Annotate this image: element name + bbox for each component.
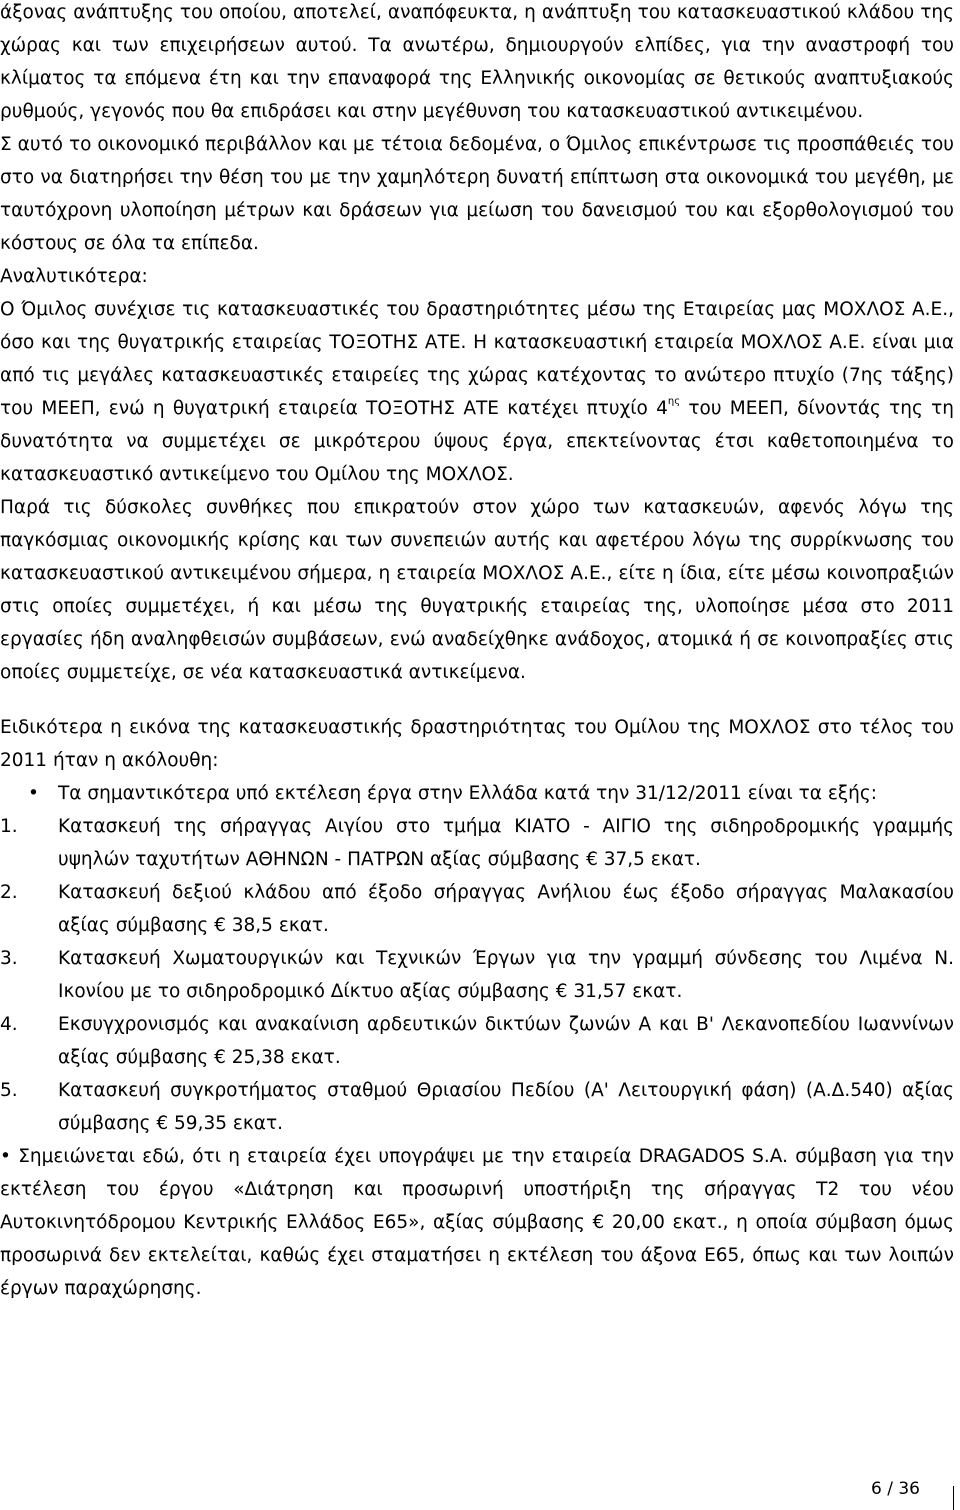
list-number: 1. [0,816,18,837]
list-number: 2. [0,882,18,903]
list-text: Εκσυγχρονισμός και ανακαίνιση αρδευτικών δικτύων ζωνών Α και Β' Λεκανοπεδίου Ιωαννίνων αξίας σύμβασης € 25,38 εκατ. [58,1014,954,1068]
paragraph-overview: Ειδικότερα η εικόνα της κατασκευαστικής δραστηριότητας του Ομίλου της ΜΟΧΛΟΣ στο τέλος του 2011 ήταν η ακόλουθη: [0,717,954,771]
page-number: 6 / 36 [871,1479,920,1499]
list-text: Κατασκευή δεξιού κλάδου από έξοδο σήραγγας Ανήλιου έως έξοδο σήραγγας Μαλακασίου αξίας σύμβασης € 38,5 εκατ. [58,882,954,936]
paragraph-intro: άξονας ανάπτυξης του οποίου, αποτελεί, αναπόφευκτα, η ανάπτυξη του κατασκευαστικού κλάδου της χώρας και των επιχειρήσεων αυτού. Τα ανωτέρω, δημιουργούν ελπίδες, για την αναστροφή του κλίματος τα επόμενα έτη και την επαναφορά της Ελληνικής οικονομίας σε θετικούς αναπτυξιακούς ρυθμούς, γεγονός που θα επιδράσει και στην μεγέθυνση του κατασκευαστικού αντικειμένου. [0,2,954,122]
bullet-icon: • [28,783,39,804]
list-item [0,810,960,876]
superscript-ordinal: ης [667,396,681,407]
list-text: Κατασκευή Χωματουργικών και Τεχνικών Έργων για την γραμμή σύνδεσης του Λιμένα Ν. Ικονίου με το σιδηροδρομικό Δίκτυο αξίας σύμβασης € 31,57 εκατ. [58,948,954,1002]
projects-list [0,810,960,1140]
bullet-text: Τα σημαντικότερα υπό εκτέλεση έργα στην Ελλάδα κατά την 31/12/2011 είναι τα εξής: [58,783,877,804]
bullet-icon: • [0,1146,11,1167]
paragraph-conditions: Παρά τις δύσκολες συνθήκες που επικρατούν στον χώρο των κατασκευών, αφενός λόγω της παγκόσμιας οικονομικής κρίσης και των συνεπειών αυτής και αφετέρου λόγω της συρρίκνωσης του κατασκευαστικού αντικειμένου σήμερα, η εταιρεία ΜΟΧΛΟΣ Α.Ε., είτε η ίδια, είτε μέσω κοινοπραξιών στις οποίες συμμετέχει, ή και μέσω της θυγατρικής εταιρείας της, υλοποίησε μέσα στο 2011 εργασίες ήδη αναληφθεισών συμβάσεων, ενώ αναδείχθηκε ανάδοχος, ατομικά ή σε κοινοπραξίες στις οποίες συμμετείχε, σε νέα κατασκευαστικά αντικείμενα. [0,497,954,683]
list-item [0,1008,960,1074]
list-number: 4. [0,1014,18,1035]
bullet-item-projects-intro [0,777,960,810]
list-text: Κατασκευή της σήραγγας Αιγίου στο τμήμα ΚΙΑΤΟ - ΑΙΓΙΟ της σιδηροδρομικής γραμμής υψηλών ταχυτήτων ΑΘΗΝΩΝ - ΠΑΤΡΩΝ αξίας σύμβασης € 37,5 εκατ. [58,816,954,870]
list-item [0,942,960,1008]
bullet-item-dragados [0,1140,960,1305]
list-number: 3. [0,948,18,969]
paragraph-context: Σ αυτό το οικονομικό περιβάλλον και με τέτοια δεδομένα, ο Όμιλος επικέντρωσε τις προσπάθειές του στο να διατηρήσει την θέση του με την χαμηλότερη δυνατή επίπτωση στα οικονομικά του μεγέθη, με ταυτόχρονη υλοποίηση μέτρων και δράσεων για μείωση του δανεισμού του και εξορθολογισμού του κόστους σε όλα τα επίπεδα. [0,134,954,254]
bullet-text: Σημειώνεται εδώ, ότι η εταιρεία έχει υπογράψει με την εταιρεία DRAGADOS S.A. σύμβαση για την εκτέλεση του έργου «Διάτρηση και προσωρινή υποστήριξη της σήραγγας Τ2 του νέου Αυτοκινητόδρομου Κεντρικής Ελλάδος Ε65», αξίας σύμβασης € 20,00 εκατ., η οποία σύμβαση όμως προσωρινά δεν εκτελείται, καθώς έχει σταματήσει η εκτέλεση του άξονα Ε65, όπως και των λοιπών έργων παραχώρησης. [0,1146,954,1299]
paragraph-group-activities-text: Ο Όμιλος συνέχισε τις κατασκευαστικές του δραστηριότητες μέσω της Εταιρείας μας ΜΟΧΛΟΣ Α.Ε., όσο και της θυγατρικής εταιρείας ΤΟΞΟΤΗΣ ΑΤΕ. Η κατασκευαστική εταιρεία ΜΟΧΛΟΣ Α.Ε. είναι μια από τις μεγάλες κατασκευαστικές εταιρείες της χώρας κατέχοντας το ανώτερο πτυχίο (7ης τάξης) του ΜΕΕΠ, ενώ η θυγατρική εταιρεία ΤΟΞΟΤΗΣ ΑΤΕ κατέχει πτυχίο 4 [0,299,954,419]
paragraph-group-activities-text-end: του ΜΕΕΠ, δίνοντάς της τη δυνατότητα να συμμετέχει σε μικρότερου ύψους έργα, επεκτείνοντας έτσι καθετοποιημένα το κατασκευαστικό αντικείμενο του Ομίλου της ΜΟΧΛΟΣ. [0,398,954,485]
list-item [0,1074,960,1140]
list-number: 5. [0,1080,18,1101]
list-text: Κατασκευή συγκροτήματος σταθμού Θριασίου Πεδίου (Α' Λειτουργική φάση) (Α.Δ.540) αξίας σύμβασης € 59,35 εκατ. [58,1080,954,1134]
list-item [0,876,960,942]
paragraph-group-activities [0,293,960,491]
paragraph-gap [0,689,960,711]
footer-divider [953,1486,960,1510]
paragraph-analytically: Αναλυτικότερα: [0,266,148,287]
